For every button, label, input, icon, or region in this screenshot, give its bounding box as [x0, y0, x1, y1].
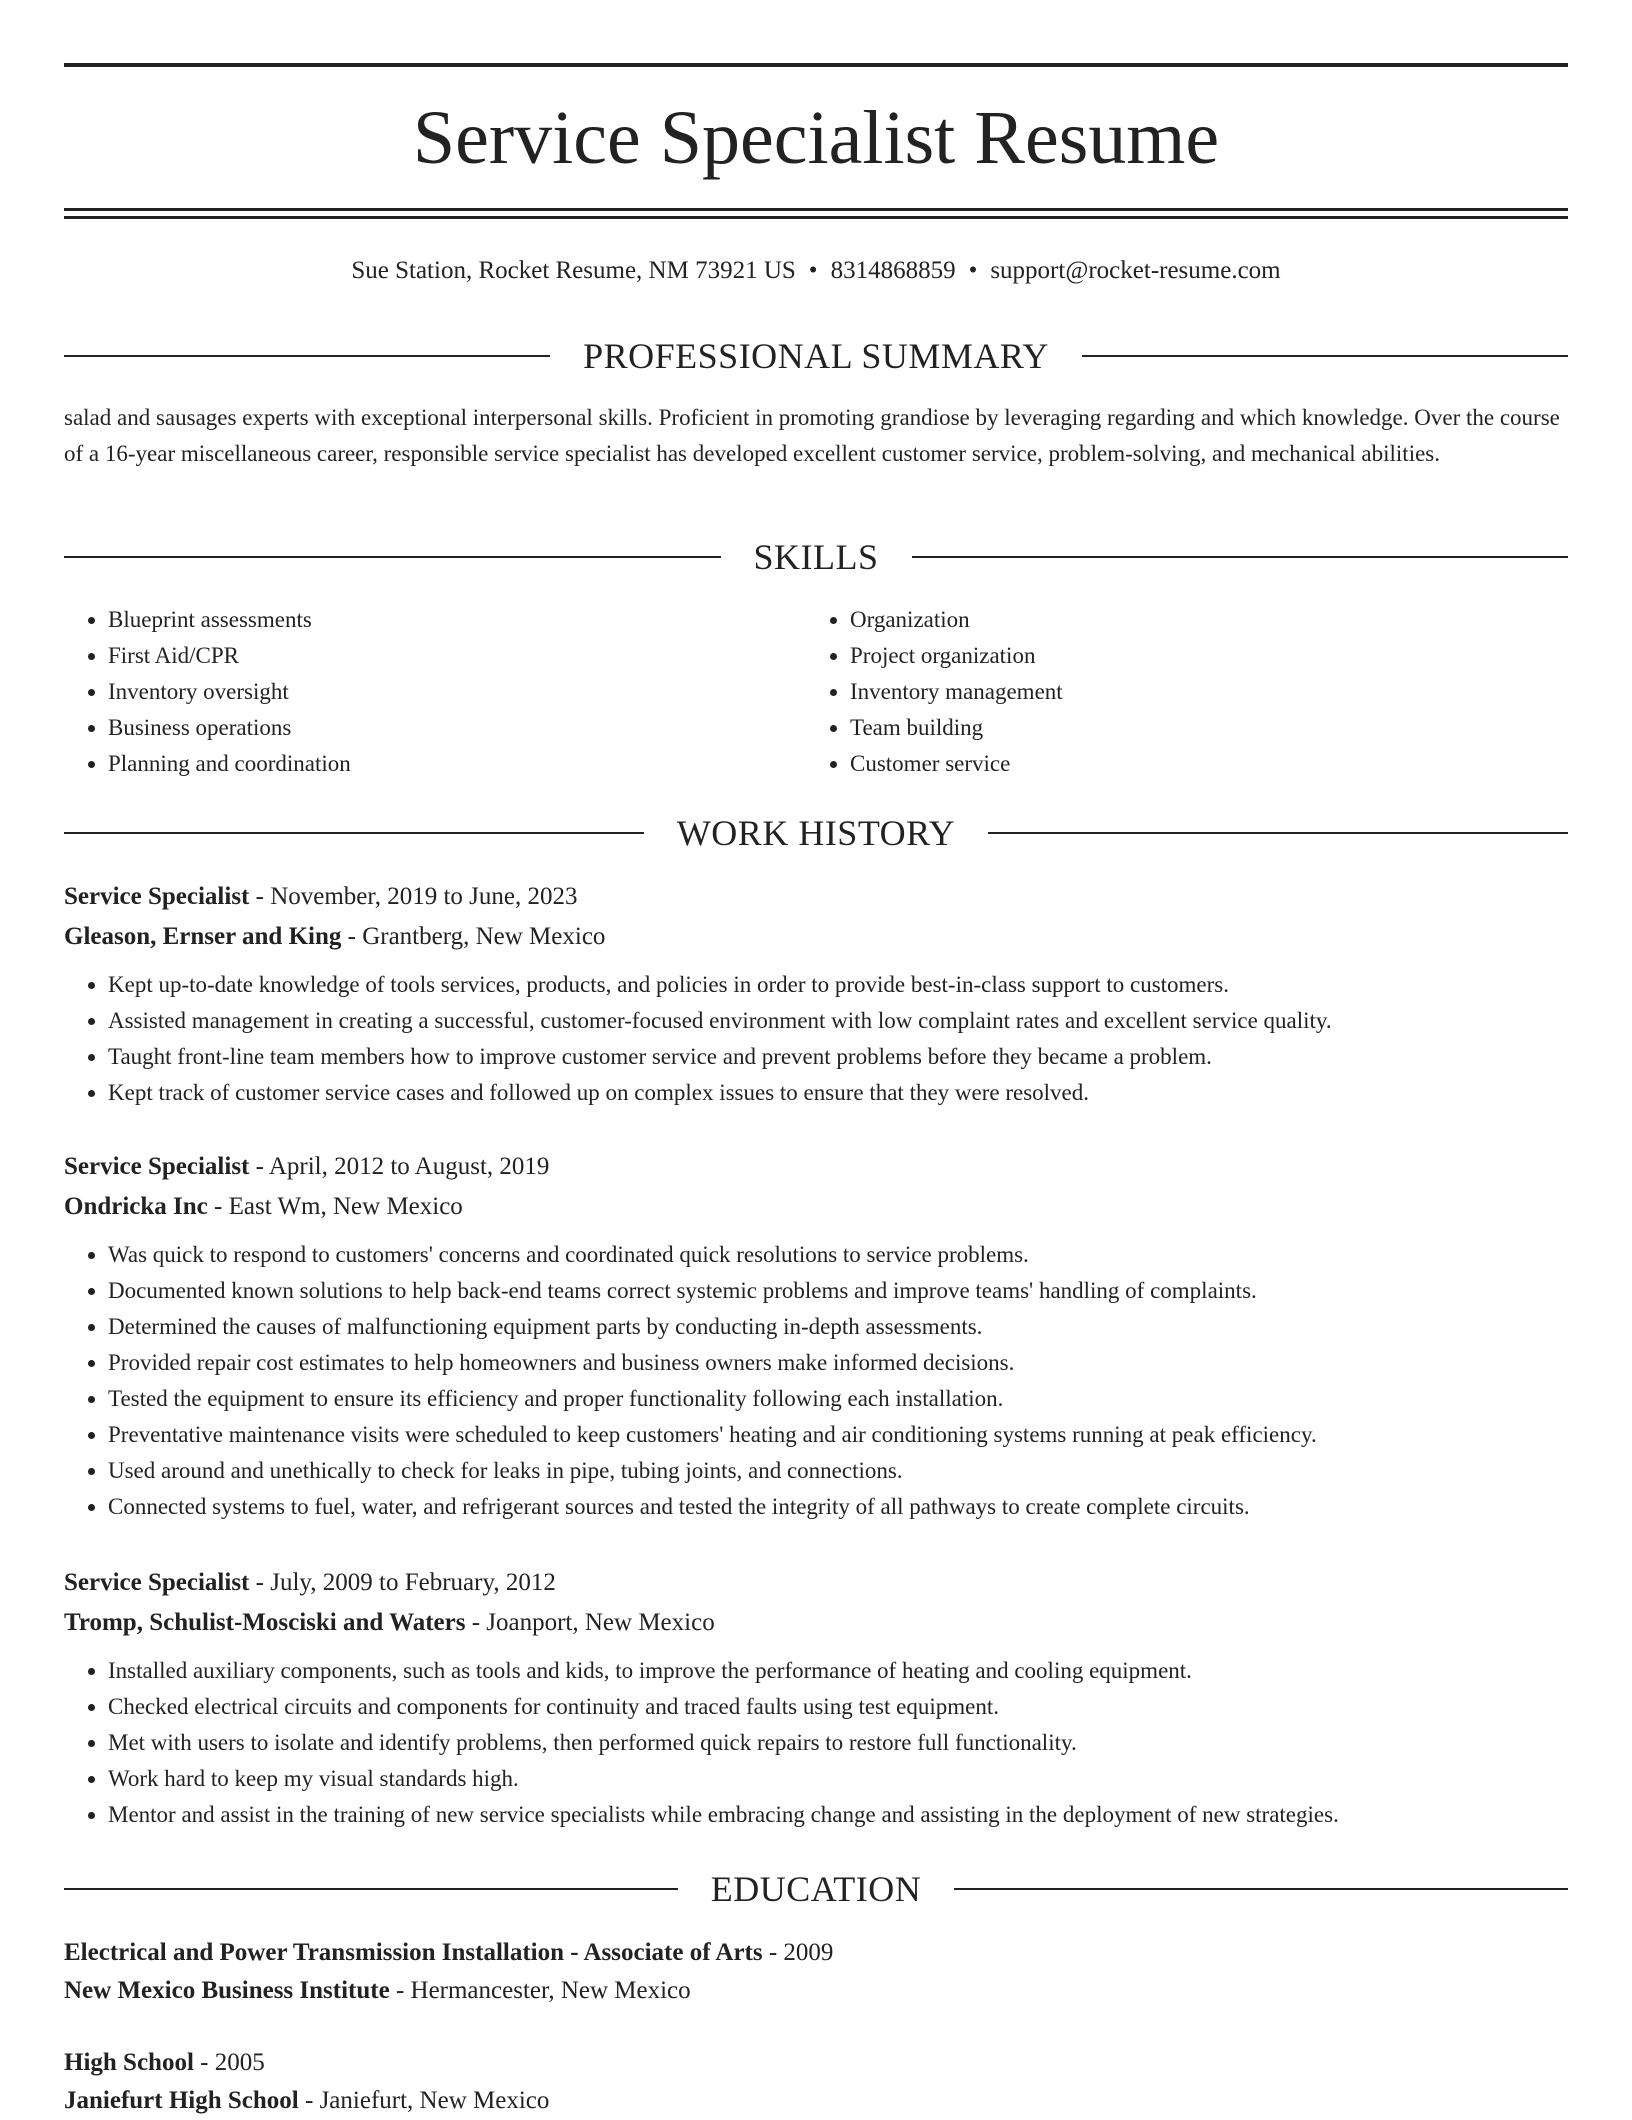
heading-rule-left — [64, 832, 644, 834]
job-dates: - November, 2019 to June, 2023 — [249, 883, 578, 910]
job-bullet: • Connected systems to fuel, water, and refrigerant sources and tested the integrity of all pathways to create complete circuits. — [108, 1489, 1568, 1525]
education-location: - Hermancester, New Mexico — [389, 1977, 691, 2004]
heading-rule-right — [1082, 355, 1568, 357]
job-company: Ondricka Inc — [64, 1193, 208, 1220]
contact-phone: 8314868859 — [830, 257, 956, 284]
skills-list — [64, 602, 1568, 782]
work-heading-label: WORK HISTORY — [676, 813, 956, 853]
education-year: - 2005 — [193, 2049, 265, 2076]
heading-rule-right — [912, 556, 1569, 558]
job-bullet: • Kept up-to-date knowledge of tools services, products, and policies in order to provide best-in-class support to customers. — [108, 967, 1568, 1003]
skills-column-right — [806, 602, 1548, 782]
heading-rule-left — [64, 355, 550, 357]
job-bullet: • Documented known solutions to help back-end teams correct systemic problems and improve teams' handling of complaints. — [108, 1273, 1568, 1309]
job-bullet: • Tested the equipment to ensure its efficiency and proper functionality following each installation. — [108, 1381, 1568, 1417]
job-entry — [64, 1563, 1568, 1833]
job-title-line — [64, 1147, 1568, 1187]
skill-item: • Project organization — [850, 638, 1548, 674]
education-location: - Janiefurt, New Mexico — [298, 2087, 550, 2114]
job-entry — [64, 1147, 1568, 1525]
job-dates: - July, 2009 to February, 2012 — [249, 1569, 556, 1596]
skill-item: • Customer service — [850, 746, 1548, 782]
education-school: Janiefurt High School — [64, 2087, 299, 2114]
skill-item: • Inventory oversight — [108, 674, 806, 710]
job-title: Service Specialist — [64, 1569, 250, 1596]
contact-separator: • — [808, 257, 818, 284]
skill-item: • Inventory management — [850, 674, 1548, 710]
job-title: Service Specialist — [64, 883, 250, 910]
job-bullet: • Taught front-line team members how to improve customer service and prevent problems before they became a problem. — [108, 1039, 1568, 1075]
work-section-heading — [64, 813, 1568, 853]
job-bullet: • Used around and unethically to check for leaks in pipe, tubing joints, and connections. — [108, 1453, 1568, 1489]
job-bullets — [64, 1653, 1568, 1833]
education-school-line — [64, 2082, 1568, 2120]
job-entry — [64, 877, 1568, 1111]
skills-column-left — [64, 602, 806, 782]
title-rule-upper — [64, 208, 1568, 211]
heading-rule-right — [954, 1888, 1568, 1890]
job-bullet: • Preventative maintenance visits were scheduled to keep customers' heating and air conditioning systems running at peak efficiency. — [108, 1417, 1568, 1453]
job-bullet: • Assisted management in creating a successful, customer-focused environment with low complaint rates and excellent service quality. — [108, 1003, 1568, 1039]
skill-item: • Business operations — [108, 710, 806, 746]
education-degree-line — [64, 2044, 1568, 2082]
education-degree: High School — [64, 2049, 194, 2076]
job-bullet: • Was quick to respond to customers' concerns and coordinated quick resolutions to service problems. — [108, 1237, 1568, 1273]
education-section-heading — [64, 1869, 1568, 1909]
contact-line — [64, 254, 1568, 288]
title-rule-lower — [64, 216, 1568, 219]
job-title: Service Specialist — [64, 1153, 250, 1180]
page-title: Service Specialist Resume — [412, 96, 1220, 180]
skill-item: • Team building — [850, 710, 1548, 746]
contact-address: Sue Station, Rocket Resume, NM 73921 US — [351, 257, 796, 284]
job-company-line — [64, 1187, 1568, 1227]
job-bullets — [64, 1237, 1568, 1525]
job-bullet: • Mentor and assist in the training of new service specialists while embracing change and assisting in the deployment of new strategies. — [108, 1797, 1568, 1833]
job-bullet: • Met with users to isolate and identify problems, then performed quick repairs to restore full functionality. — [108, 1725, 1568, 1761]
job-bullet: • Checked electrical circuits and components for continuity and traced faults using test equipment. — [108, 1689, 1568, 1725]
education-heading-label: EDUCATION — [710, 1869, 922, 1909]
summary-text: salad and sausages experts with exceptional interpersonal skills. Proficient in promoting grandiose by leveraging regarding and which knowledge. Over the course of a 16-year miscellaneous career, responsible service specialist has developed excellent customer service, problem-solving, and mechanical abilities. — [64, 405, 1560, 466]
job-bullet: • Installed auxiliary components, such as tools and kids, to improve the performance of heating and cooling equipment. — [108, 1653, 1568, 1689]
education-degree-line — [64, 1934, 1568, 1972]
job-bullet: • Kept track of customer service cases and followed up on complex issues to ensure that they were resolved. — [108, 1075, 1568, 1111]
heading-rule-left — [64, 556, 721, 558]
job-bullet: • Provided repair cost estimates to help homeowners and business owners make informed decisions. — [108, 1345, 1568, 1381]
job-location: - Joanport, New Mexico — [465, 1609, 715, 1636]
top-rule — [64, 63, 1568, 67]
summary-section-heading — [64, 336, 1568, 376]
heading-rule-right — [988, 832, 1568, 834]
job-company: Tromp, Schulist-Mosciski and Waters — [64, 1609, 466, 1636]
job-bullet: • Work hard to keep my visual standards high. — [108, 1761, 1568, 1797]
skill-item: • Organization — [850, 602, 1548, 638]
education-school-line — [64, 1972, 1568, 2010]
education-degree: Electrical and Power Transmission Installation - Associate of Arts — [64, 1939, 763, 1966]
job-company: Gleason, Ernser and King — [64, 923, 342, 950]
job-company-line — [64, 917, 1568, 957]
job-location: - Grantberg, New Mexico — [341, 923, 606, 950]
skills-heading-label: SKILLS — [753, 537, 879, 577]
job-bullets — [64, 967, 1568, 1111]
summary-heading-label: PROFESSIONAL SUMMARY — [583, 336, 1049, 376]
job-company-line — [64, 1603, 1568, 1643]
education-entry — [64, 1934, 1568, 2010]
education-entry — [64, 2044, 1568, 2120]
job-title-line — [64, 1563, 1568, 1603]
skill-item: • Planning and coordination — [108, 746, 806, 782]
education-year: - 2009 — [762, 1939, 834, 1966]
skills-section-heading — [64, 537, 1568, 577]
skill-item: • Blueprint assessments — [108, 602, 806, 638]
job-dates: - April, 2012 to August, 2019 — [249, 1153, 550, 1180]
skill-item: • First Aid/CPR — [108, 638, 806, 674]
job-location: - East Wm, New Mexico — [207, 1193, 463, 1220]
job-bullet: • Determined the causes of malfunctioning equipment parts by conducting in-depth assessments. — [108, 1309, 1568, 1345]
job-title-line — [64, 877, 1568, 917]
heading-rule-left — [64, 1888, 678, 1890]
education-school: New Mexico Business Institute — [64, 1977, 390, 2004]
contact-separator: • — [968, 257, 978, 284]
contact-email: support@rocket-resume.com — [990, 257, 1281, 284]
